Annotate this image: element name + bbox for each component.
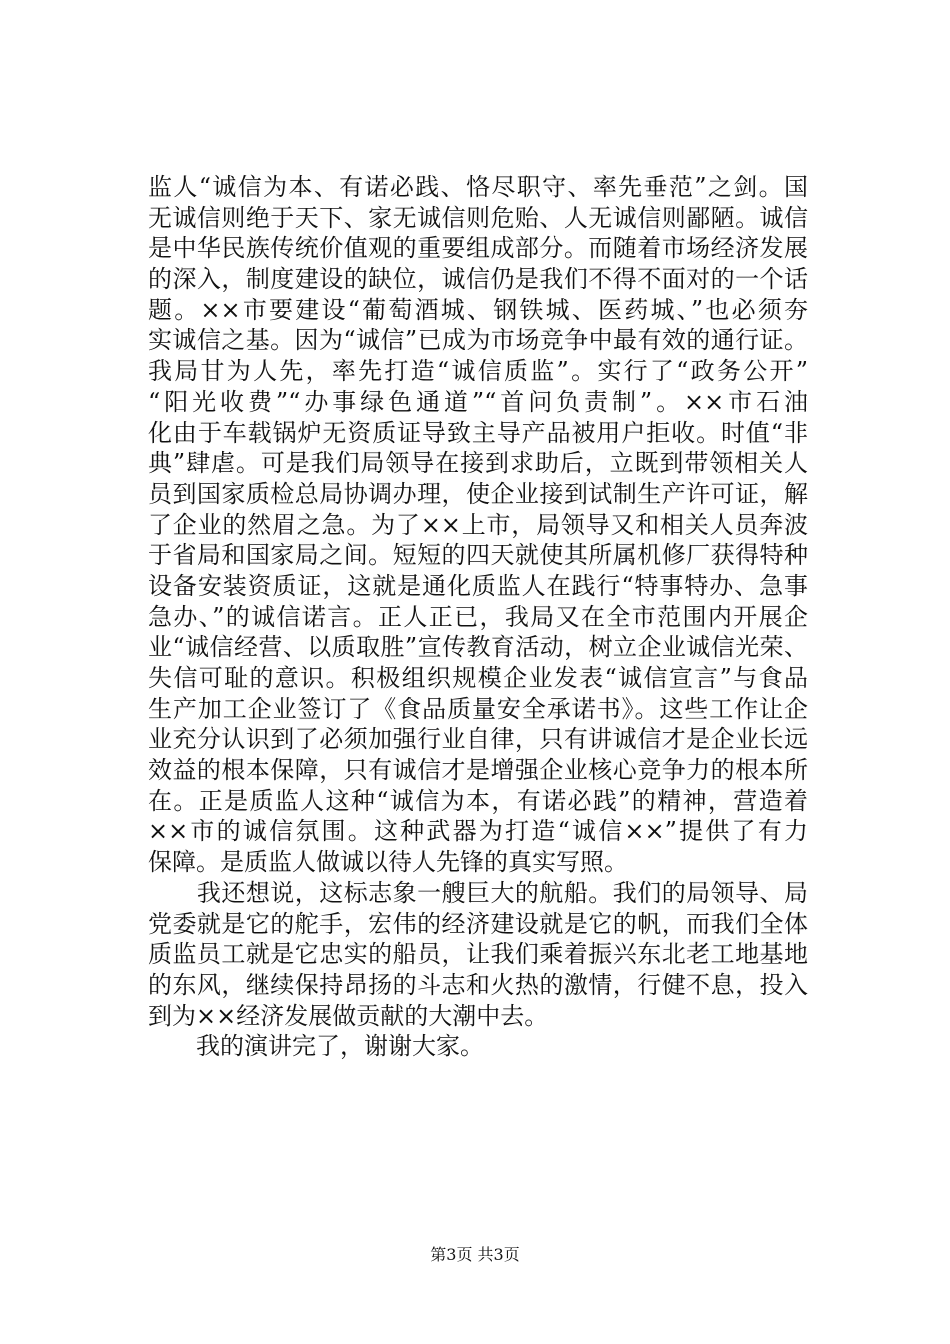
text-line: 监人“诚信为本、有诺必践、恪尽职守、率先垂范”之剑。国 <box>148 173 808 201</box>
text-line: 实诚信之基。因为“诚信”已成为市场竞争中最有效的通行证。 <box>148 326 808 355</box>
text-line: 题。××市要建设“葡萄酒城、钢铁城、医药城、”也必须夯 <box>148 295 808 324</box>
text-line: 我局甘为人先，率先打造“诚信质监”。实行了“政务公开” <box>148 357 808 386</box>
text-line: 是中华民族传统价值观的重要组成部分。而随着市场经济发展 <box>148 234 808 263</box>
text-line: 在。正是质监人这种“诚信为本，有诺必践”的精神，营造着 <box>148 786 808 815</box>
text-line: 了企业的然眉之急。为了××上市，局领导又和相关人员奔波 <box>148 510 808 539</box>
text-line: 于省局和国家局之间。短短的四天就使其所属机修厂获得特种 <box>148 541 808 570</box>
text-line: 设备安装资质证，这就是通化质监人在践行“特事特办、急事 <box>148 571 808 600</box>
text-line: 典”肆虐。可是我们局领导在接到求助后，立既到带领相关人 <box>148 449 808 478</box>
text-line: 的东风，继续保持昂扬的斗志和火热的激情，行健不息，投入 <box>148 970 808 999</box>
text-line: 我还想说，这标志象一艘巨大的航船。我们的局领导、局 <box>148 878 808 907</box>
text-line: 无诚信则绝于天下、家无诚信则危贻、人无诚信则鄙陋。诚信 <box>148 203 808 232</box>
text-line: 质监员工就是它忠实的船员，让我们乘着振兴东北老工地基地 <box>148 940 808 969</box>
text-line: 我的演讲完了，谢谢大家。 <box>148 1032 484 1061</box>
text-line: 的深入，制度建设的缺位，诚信仍是我们不得不面对的一个话 <box>148 265 808 294</box>
body-text <box>148 172 808 1062</box>
text-line: 失信可耻的意识。积极组织规模企业发表“诚信宣言”与食品 <box>148 664 808 692</box>
text-line: ××市的诚信氛围。这种武器为打造“诚信××”提供了有力 <box>148 817 808 846</box>
text-line: 化由于车载锅炉无资质证导致主导产品被用户拒收。时值“非 <box>148 418 808 447</box>
text-line: 急办、”的诚信诺言。正人正已，我局又在全市范围内开展企 <box>148 602 808 631</box>
text-line: “阳光收费”“办事绿色通道”“首问负责制”。××市石油 <box>148 387 808 416</box>
text-line: 党委就是它的舵手，宏伟的经济建设就是它的帆，而我们全体 <box>148 909 808 938</box>
text-line: 效益的根本保障，只有诚信才是增强企业核心竞争力的根本所 <box>148 756 808 785</box>
text-line: 业充分认识到了必须加强行业自律，只有讲诚信才是企业长远 <box>148 725 808 754</box>
text-line: 员到国家质检总局协调办理，使企业接到试制生产许可证，解 <box>148 479 808 508</box>
text-line: 业“诚信经营、以质取胜”宣传教育活动，树立企业诚信光荣、 <box>148 633 808 662</box>
text-line: 到为××经济发展做贡献的大潮中去。 <box>148 1001 549 1030</box>
text-line: 生产加工企业签订了《食品质量安全承诺书》。这些工作让企 <box>148 694 808 723</box>
text-line: 保障。是质监人做诚以待人先锋的真实写照。 <box>148 848 628 877</box>
page-number-footer: 第3页 共3页 <box>430 1245 520 1264</box>
